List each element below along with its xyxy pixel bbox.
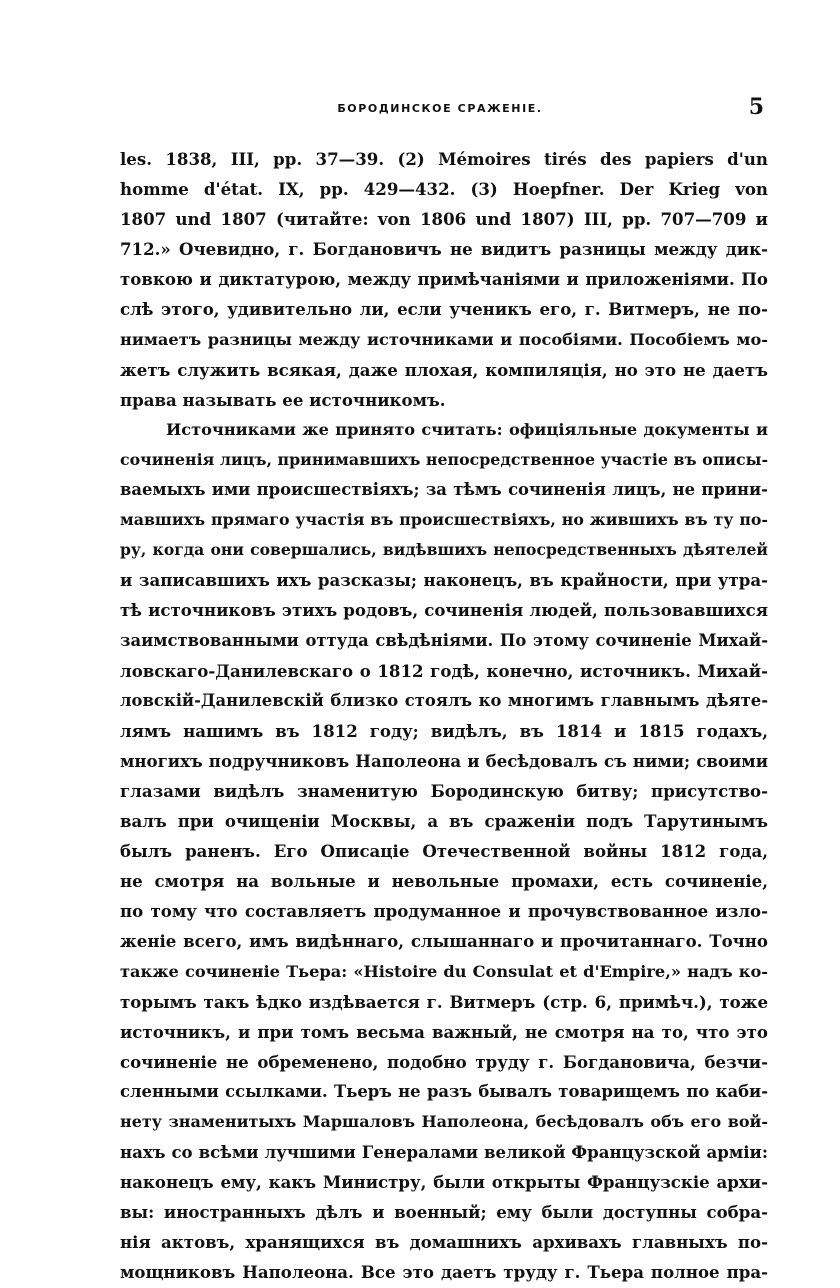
- page-number: 5: [748, 94, 764, 120]
- text-line: заимствованными оттуда свѣдѣніями. По этому сочиненіе Михай-: [120, 630, 768, 650]
- text-line: глазами видѣлъ знаменитую Бородинскую битву; присутство-: [120, 780, 768, 801]
- text-line: источникъ, и при томъ весьма важный, не смотря на то, что это: [120, 1021, 768, 1042]
- text-line: права называть ее источникомъ.: [120, 389, 446, 410]
- text-line: товкою и диктатурою, между примѣчаніями и приложеніями. По: [120, 269, 768, 290]
- text-line: мощниковъ Наполеона. Все это даетъ труду г. Тьера полное пра-: [120, 1262, 768, 1283]
- text-line: валъ при очищеніи Москвы, а въ сраженіи подъ Тарутинымъ: [120, 811, 768, 832]
- text-line: слѣ этого, удивительно ли, если ученикъ его, г. Витмеръ, не по-: [120, 299, 768, 320]
- text-line: homme d'état. IX, pp. 429—432. (3) Hoepfner. Der Krieg von: [120, 179, 768, 200]
- text-line: les. 1838, III, pp. 37—39. (2) Mémoires tirés des papiers d'un: [120, 149, 768, 169]
- text-line: жетъ служить всякая, даже плохая, компиляція, но это не даетъ: [120, 359, 768, 380]
- text-line: сочиненіе не обременено, подобно труду г. Богдановича, безчи-: [120, 1051, 768, 1072]
- text-line: 712.» Очевидно, г. Богдановичъ не видитъ разницы между дик-: [120, 239, 768, 260]
- text-line: ру, когда они совершались, видѣвшихъ непосредственныхъ дѣятелей: [120, 540, 768, 560]
- text-line: вы: иностранныхъ дѣлъ и военный; ему были доступны собра-: [120, 1202, 768, 1223]
- text-line: нія актовъ, хранящихся въ домашнихъ архивахъ главныхъ по-: [120, 1232, 768, 1253]
- text-line: торымъ такъ ѣдко издѣвается г. Витмеръ (стр. 6, примѣч.), тоже: [120, 991, 768, 1012]
- text-line: 1807 und 1807 (читайте: von 1806 und 1807) III, pp. 707—709 и: [120, 209, 768, 230]
- text-line: мавшихъ прямаго участія въ происшествіяхъ, но жившихъ въ ту по-: [120, 510, 768, 530]
- text-line: нимаетъ разницы между источниками и пособіями. Пособіемъ мо-: [120, 329, 768, 349]
- text-line: наконецъ ему, какъ Министру, были открыты Французскіе архи-: [120, 1172, 768, 1193]
- text-line: былъ раненъ. Его Описаціе Отечественной войны 1812 года,: [120, 841, 768, 862]
- text-line: нахъ со всѣми лучшими Генералами великой Французской арміи:: [120, 1142, 768, 1163]
- text-line: тѣ источниковъ этихъ родовъ, сочиненія людей, пользовавшихся: [120, 600, 768, 621]
- text-line: не смотря на вольные и невольные промахи, есть сочиненіе,: [120, 871, 768, 892]
- text-line: по тому что составляетъ продуманное и прочувствованное изло-: [120, 901, 768, 922]
- text-line: ваемыхъ ими происшествіяхъ; за тѣмъ сочиненія лицъ, не прини-: [120, 480, 768, 500]
- body-text: [120, 144, 768, 1288]
- text-line: и записавшихъ ихъ разсказы; наконецъ, въ крайности, при утра-: [120, 570, 768, 591]
- text-line: лямъ нашимъ въ 1812 году; видѣлъ, въ 1814 и 1815 годахъ,: [120, 720, 768, 741]
- text-line: женіе всего, имъ видѣннаго, слышаннаго и прочитаннаго. Точно: [120, 931, 768, 952]
- text-line: многихъ подручниковъ Наполеона и бесѣдовалъ съ ними; своими: [120, 750, 768, 771]
- text-line: ловскій-Данилевскій близко стоялъ ко многимъ главнымъ дѣяте-: [120, 690, 768, 710]
- text-line: также сочиненіе Тьера: «Histoire du Consulat et d'Empire,» надъ ко-: [120, 961, 768, 981]
- text-line: нету знаменитыхъ Маршаловъ Наполеона, бесѣдовалъ объ его вой-: [120, 1112, 768, 1131]
- running-title: БОРОДИНСКОЕ СРАЖЕНІЕ.: [337, 102, 543, 115]
- text-line: сочиненія лицъ, принимавшихъ непосредственное участіе въ описы-: [120, 449, 768, 469]
- text-line: сленными ссылками. Тьеръ не разъ бывалъ товарищемъ по каби-: [120, 1081, 768, 1101]
- text-line: Источниками же принято считать: офиціяльные документы и: [166, 419, 768, 439]
- text-line: ловскаго-Данилевскаго о 1812 годѣ, конечно, источникъ. Михай-: [120, 660, 768, 681]
- running-header: [116, 94, 764, 124]
